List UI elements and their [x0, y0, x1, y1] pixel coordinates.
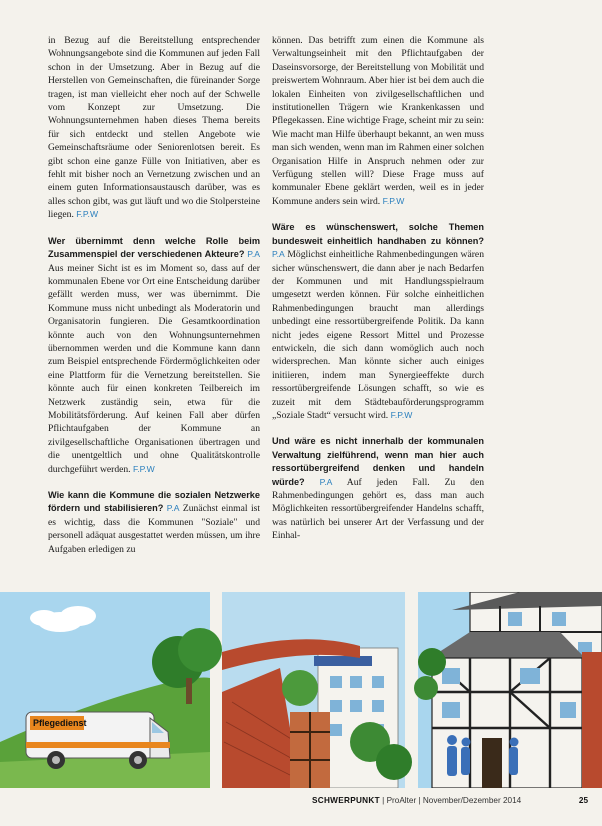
question-text: Wäre es wünschenswert, solche Themen bundesweit einheitlich handhaben zu können? — [272, 222, 484, 246]
question-roles — [48, 235, 260, 476]
speaker-mark: P.A — [166, 503, 180, 514]
spacer — [272, 422, 484, 435]
illustration-strip — [0, 592, 602, 788]
paragraph-continued — [272, 34, 484, 208]
paragraph-text: können. Das betrifft zum einen die Kommune als Verwaltungseinheit mit den Pflichtaufgaben der Daseinsvorsorge, der Bereitstellung von Mobilität und preiswertem Wohnraum. Aber hier ist bei dem auch die lokalen Einheiten von zivilgesellschaftlichen und institutionellen Trägern wie Krankenkassen und Pflegekassen. Eine wichtige Frage, scheint mir zu sein: Wie macht man Hilfe überhaupt bekannt, an wen muss man sich wenden, wenn man im Rahmen einer solchen Organisation Hilfe in Anspruch nehmen oder zur Verfügung stellen will? Diese Frage muss auf kommunaler Ebene geklärt werden, weil es in jeder Kommune anders sein wird. — [272, 35, 484, 207]
panel-buildings — [222, 592, 412, 788]
question-text: Wer übernimmt denn welche Rolle beim Zusammenspiel der verschiedenen Akteure? — [48, 235, 260, 260]
left-column — [48, 34, 260, 556]
speaker-mark: P.A — [319, 476, 333, 487]
footer-separator: | — [418, 796, 421, 805]
speaker-mark: F.P.W — [76, 209, 99, 220]
answer-text: Aus meiner Sicht ist es im Moment so, dass auf der kommunalen Ebene vor Ort eine Entscheidung darüber gefällt werden muss, wer was übernimmt. Die Kommune muss nicht unbedingt als Moderatorin und Organisatorin fungieren. Die Gesamtkoordination könnte auch von den Wohnungsunternehmen übernommen werden und die Kommune kann dann zum Beispiel entsprechende Fördermöglichkeiten oder eine Plattform für die Vernetzung bereitstellen. Sie könnte auch für einen konkreten Teilbereich im Netzwerk zuständig sein, etwa für die Mobilitätsförderung. Auf keinen Fall aber dürfen Pflichtaufgaben der Kommune an zivilgesellschaftliche Organisationen übertragen und die unentgeltlich und ohne Qualitätskontrolle durchgeführt werden. — [48, 262, 260, 475]
spacer — [272, 208, 484, 221]
question-text: Und wäre es nicht innerhalb der kommunalen Verwaltung zielführend, wenn man hier auch ressortübergreifend denken und handeln würde? — [272, 436, 484, 487]
panel-care-van — [0, 592, 222, 788]
panel-half-timbered — [414, 592, 602, 788]
answer-text: Auf jeden Fall. Zu den Rahmenbedingungen gehört es, dass man auch Möglichkeiten ressortübergreifender Handelns schafft, was natürlich bei unserer Art der Verfassung und der Einhal- — [272, 476, 485, 542]
speaker-mark: P.A — [272, 249, 285, 260]
answer-text: Möglichst einheitliche Rahmenbedingungen wären sicher wünschenswert, die dann aber je nach Bedarfen der Kommunen und mit Handlungsspielraum umgesetzt werden können. Für solche einheitlichen Rahmenbedingungen braucht man allerdings unbedingt eine ressortübergreifende Politik. Da kann nicht jedes eigene Ressort Mittel und Prozesse entwickeln, die sich dann womöglich auch noch widersprechen. Man könnte sicher auch einiges initiieren, indem man Synergieeffekte durch ressortübergreifende Lösungen schafft, so wie es zuzeit mit dem Städtebauförderungsprogramm „Soziale Stadt“ versucht wird. — [272, 249, 484, 421]
van-label: Pflegedienst — [33, 718, 87, 728]
footer-separator: | — [382, 796, 385, 805]
spacer — [48, 222, 260, 235]
footer-issue: November/Dezember 2014 — [422, 796, 522, 805]
page-footer — [312, 796, 588, 805]
footer-section: SCHWERPUNKT — [312, 796, 380, 805]
paragraph-intro — [48, 34, 260, 222]
right-column — [272, 34, 484, 543]
speaker-mark: P.A — [247, 249, 260, 260]
paragraph-text: in Bezug auf die Bereitstellung entsprechender Wohnungsangebote sind die Kommunen auf jeden Fall schon in der Umsetzung. Aber in Bezug auf die Herstellen von Gemeinschaften, die füreinander Sorge tragen, ist man vielleicht eher noch auf der Schwelle vom Konzept zur Umsetzung. Die Wohnungsunternehmen haben dieses Thema bereits für sich entdeckt und stellen Angebote wie Gemeinschaftsräume oder Seniorenlotsen bereit. Es gibt schon eine ganze Fülle von Initiativen, aber es fehlt mit bisher noch an Vernetzung zwischen und an einem guten Informationsaustausch darüber, was es alles schon gibt, was gut läuft und wo die Stolpersteine liegen. — [48, 35, 260, 221]
speaker-mark: F.P.W — [132, 463, 155, 474]
question-nationwide — [272, 221, 484, 422]
answer-text: Zunächst einmal ist es wichtig, dass die Kommunen "Soziale" und personell adäquat ausgestattet werden müssen, um ihre Aufgaben erledigen zu — [48, 503, 261, 555]
footer-magazine: ProAlter — [386, 796, 417, 805]
question-networks — [48, 489, 260, 556]
question-administration — [272, 435, 484, 542]
speaker-mark: F.P.W — [382, 195, 405, 206]
spacer — [48, 476, 260, 489]
question-text: Wie kann die Kommune die sozialen Netzwerke fördern und stabilisieren? — [48, 490, 260, 514]
speaker-mark: F.P.W — [390, 409, 413, 420]
page-number: 25 — [578, 796, 588, 805]
